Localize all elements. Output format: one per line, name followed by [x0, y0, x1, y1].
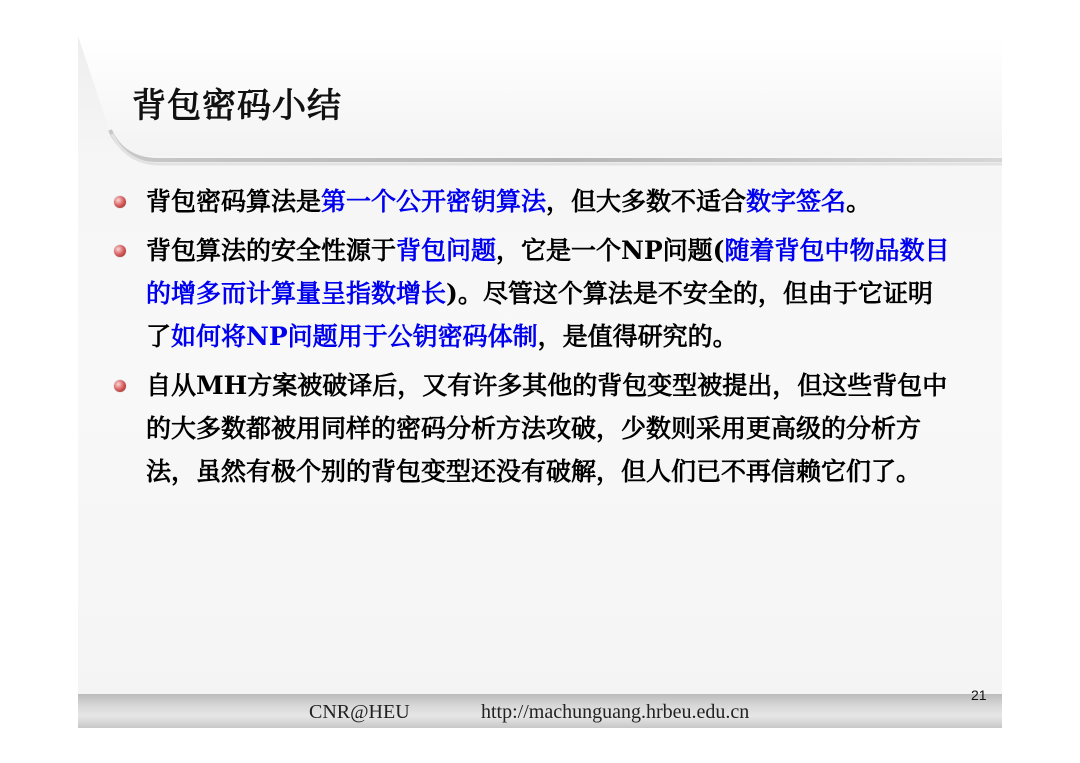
- bullet-text: 背包算法的安全性源于: [146, 236, 397, 265]
- bullet-text: )。尽管这个算法是不安全的，但由于它证明了: [146, 279, 933, 351]
- bullet-text: 背包密码算法是: [146, 187, 322, 216]
- footer-url: http://machunguang.hrbeu.edu.cn: [481, 701, 750, 723]
- highlighted-text: 第一个公开密钥算法: [321, 187, 547, 216]
- footer-org: CNR@HEU: [309, 701, 410, 723]
- bullet-dot-icon: [114, 196, 126, 208]
- highlighted-text: 如何将NP问题用于公钥密码体制: [171, 322, 538, 351]
- page-number: 21: [971, 687, 987, 703]
- bullet-text: 。: [846, 187, 872, 216]
- bullet-list: [114, 180, 954, 499]
- slide-title: 背包密码小结: [132, 86, 342, 126]
- highlighted-text: 随着背包中物品数目的增多而计算量呈指数增长: [146, 236, 950, 308]
- bullet-dot-icon: [114, 245, 126, 257]
- bullet-text: 自从MH方案被破译后，又有许多其他的背包变型被提出，但这些背包中的大多数都被用同样的密码分析方法攻破，少数则采用更高级的分析方法，虽然有极个别的背包变型还没有破解，但人们已不再信赖它们了。: [146, 371, 948, 486]
- footer-bar: [78, 694, 1002, 728]
- slide: [78, 36, 1002, 728]
- bullet-dot-icon: [114, 380, 126, 392]
- title-area: [78, 36, 1002, 164]
- bullet-item: [114, 364, 954, 493]
- bullet-item: [114, 229, 954, 358]
- highlighted-text: 数字签名: [746, 187, 847, 216]
- bullet-text: ，是值得研究的。: [537, 322, 738, 351]
- bullet-text: ，它是一个NP问题(: [496, 236, 725, 265]
- highlighted-text: 背包问题: [396, 236, 497, 265]
- bullet-text: ，但大多数不适合: [546, 187, 747, 216]
- bullet-item: [114, 180, 954, 223]
